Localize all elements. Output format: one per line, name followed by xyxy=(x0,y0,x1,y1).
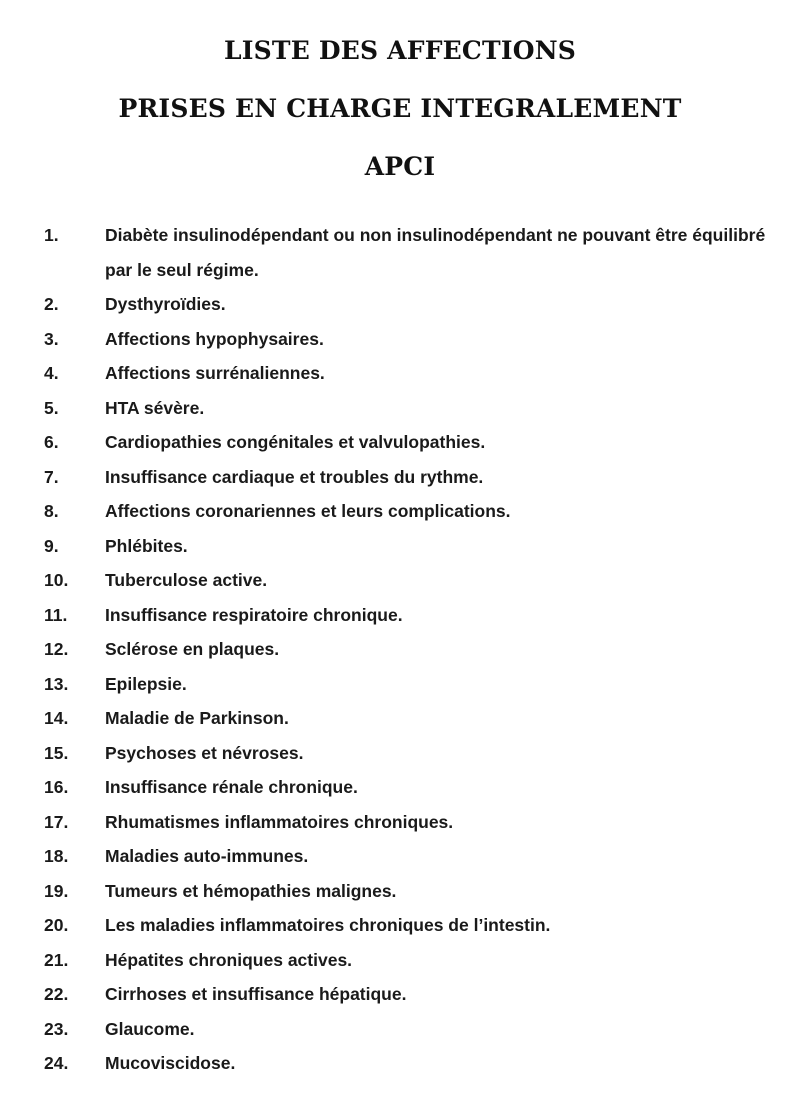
item-text: Insuffisance rénale chronique. xyxy=(105,777,358,797)
list-item xyxy=(0,977,800,1012)
item-number: 4. xyxy=(44,363,59,383)
item-number: 17. xyxy=(44,811,69,832)
document-title xyxy=(0,22,800,196)
item-text: Affections surrénaliennes. xyxy=(105,363,325,383)
item-number: 5. xyxy=(44,397,59,418)
item-number: 11. xyxy=(44,604,68,625)
list-item xyxy=(0,494,800,529)
item-number: 16. xyxy=(44,777,69,797)
list-item xyxy=(0,391,800,426)
item-text: Diabète insulinodépendant ou non insulinodépendant ne pouvant être équilibré par le seul régime. xyxy=(105,225,766,280)
item-text: Affections coronariennes et leurs complications. xyxy=(105,501,511,521)
title-line-3: APCI xyxy=(364,152,436,181)
item-text: Tumeurs et hémopathies malignes. xyxy=(105,880,397,901)
item-number: 9. xyxy=(44,535,59,556)
item-number: 6. xyxy=(44,432,59,452)
item-number: 13. xyxy=(44,673,69,694)
list-item xyxy=(0,287,800,322)
title-line-2: PRISES EN CHARGE INTEGRALEMENT xyxy=(118,94,682,123)
item-text: Psychoses et névroses. xyxy=(105,742,304,763)
list-item xyxy=(0,1012,800,1047)
item-number: 19. xyxy=(44,880,69,901)
item-number: 23. xyxy=(44,1018,69,1039)
item-number: 2. xyxy=(44,294,59,314)
item-number: 7. xyxy=(44,466,59,487)
item-text: Maladies auto-immunes. xyxy=(105,846,309,866)
item-number: 12. xyxy=(44,639,69,659)
item-text: Hépatites chroniques actives. xyxy=(105,949,353,970)
list-item xyxy=(0,908,800,943)
item-text: Insuffisance respiratoire chronique. xyxy=(105,604,403,625)
title-line-1: LISTE DES AFFECTIONS xyxy=(223,36,576,65)
item-number: 14. xyxy=(44,708,69,728)
list-item xyxy=(0,322,800,357)
item-number: 1. xyxy=(44,225,59,245)
item-number: 18. xyxy=(44,846,69,866)
item-text: Insuffisance cardiaque et troubles du rythme. xyxy=(105,466,484,487)
list-item xyxy=(0,632,800,667)
list-item xyxy=(0,356,800,391)
item-text: Tuberculose active. xyxy=(105,570,268,590)
item-text: Epilepsie. xyxy=(105,673,187,694)
item-text: Affections hypophysaires. xyxy=(105,328,324,349)
list-item xyxy=(0,667,800,702)
list-item xyxy=(0,736,800,771)
item-number: 22. xyxy=(44,984,69,1004)
list-item xyxy=(0,218,800,287)
list-item xyxy=(0,839,800,874)
item-text: Glaucome. xyxy=(105,1018,195,1039)
item-text: Rhumatismes inflammatoires chroniques. xyxy=(105,811,454,832)
list-item xyxy=(0,460,800,495)
item-text: Phlébites. xyxy=(105,535,188,556)
list-item xyxy=(0,943,800,978)
item-text: Cirrhoses et insuffisance hépatique. xyxy=(105,984,407,1004)
item-text: Cardiopathies congénitales et valvulopathies. xyxy=(105,432,486,452)
list-item xyxy=(0,805,800,840)
item-number: 3. xyxy=(44,328,59,349)
item-number: 10. xyxy=(44,570,69,590)
item-number: 21. xyxy=(44,949,69,970)
list-item xyxy=(0,425,800,460)
item-text: Sclérose en plaques. xyxy=(105,639,280,659)
item-number: 20. xyxy=(44,915,69,935)
list-item xyxy=(0,563,800,598)
list-item xyxy=(0,1046,800,1081)
item-number: 8. xyxy=(44,501,59,521)
item-text: Maladie de Parkinson. xyxy=(105,708,289,728)
item-number: 24. xyxy=(44,1053,69,1073)
list-item xyxy=(0,770,800,805)
item-text: HTA sévère. xyxy=(105,397,205,418)
list-item xyxy=(0,529,800,564)
affections-list xyxy=(0,218,800,1081)
item-text: Mucoviscidose. xyxy=(105,1053,236,1073)
list-item xyxy=(0,701,800,736)
item-text: Dysthyroïdies. xyxy=(105,294,226,314)
item-text: Les maladies inflammatoires chroniques de l’intestin. xyxy=(105,915,551,935)
list-item xyxy=(0,874,800,909)
item-number: 15. xyxy=(44,742,69,763)
list-item xyxy=(0,598,800,633)
